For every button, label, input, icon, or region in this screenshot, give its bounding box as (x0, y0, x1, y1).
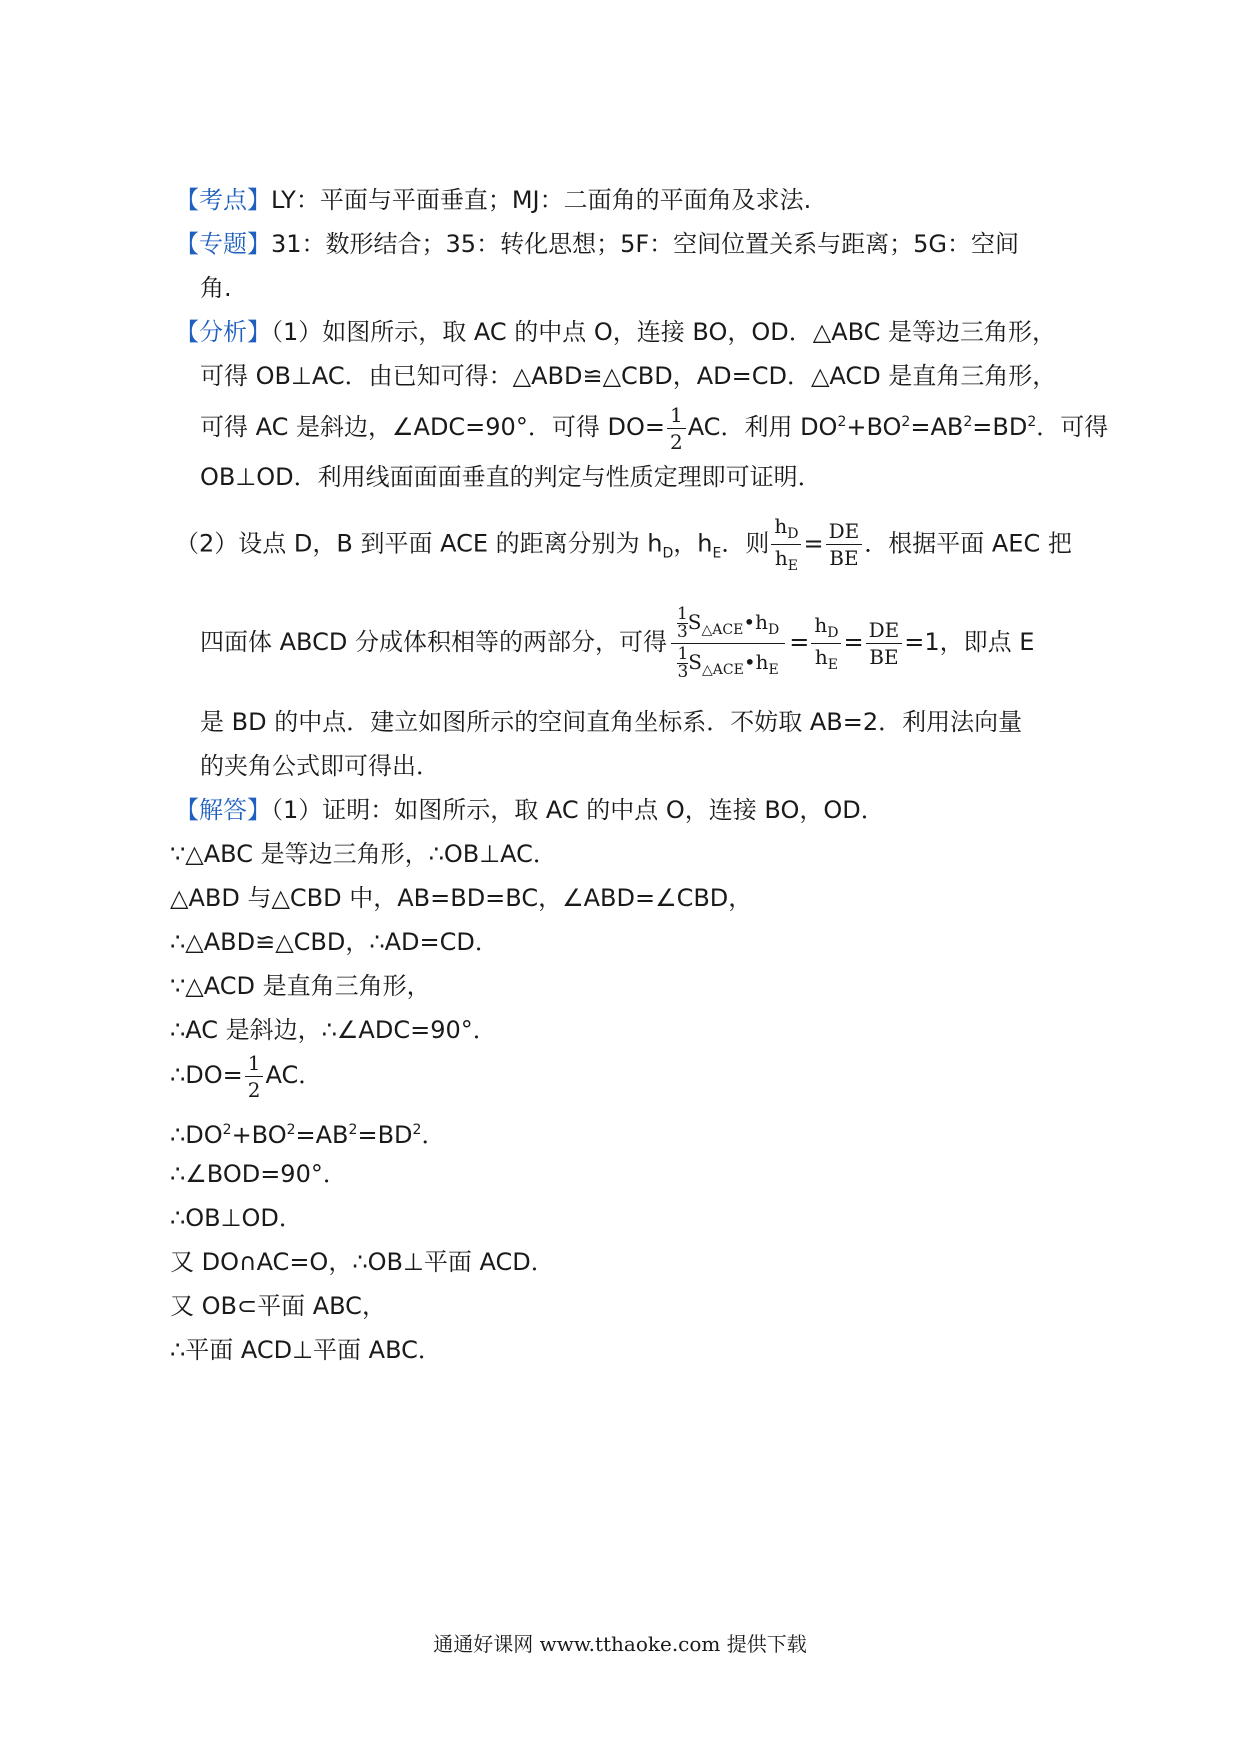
fraction-half (245, 1050, 264, 1102)
jieda-line-7 (170, 1052, 322, 1100)
jieda-l7-a: ∴DO= (170, 1061, 243, 1089)
fenxi-p2-a: （2）设点 D，B 到平面 ACE 的距离分别为 h (175, 529, 663, 558)
fraction-de-be (866, 617, 903, 669)
fraction-denominator: BE (869, 644, 899, 669)
subscript: E (712, 545, 722, 562)
jieda-line-10: ∴OB⊥OD． (170, 1204, 303, 1232)
zhuanti-tag: 【专题】 (175, 230, 271, 258)
fenxi-p2-d: ．根据平面 AEC 把 (864, 529, 1072, 558)
kaodian-text: LY：平面与平面垂直；MJ：二面角的平面角及求法. (271, 186, 812, 214)
fenxi-line-2: 可得 OB⊥AC．由已知可得：△ABD≌△CBD，AD=CD．△ACD 是直角三角形， (200, 362, 1057, 390)
fraction-denominator: 2 (669, 429, 683, 454)
volume-ratio-fraction (671, 604, 785, 683)
fenxi-p2-c: ．则 (721, 529, 770, 558)
fenxi-part2-line-4: 的夹角公式即可得出． (200, 752, 440, 780)
superscript: 2 (963, 414, 973, 430)
fraction-numerator: DE (826, 521, 863, 545)
zhuanti-line (175, 229, 1019, 259)
jieda-line-12: 又 OB⊂平面 ABC， (170, 1292, 386, 1320)
zhuanti-line-2: 角. (200, 274, 232, 302)
fenxi-part2-line-2 (200, 592, 1034, 692)
fraction-half (667, 402, 686, 454)
fenxi-p2-b: ，h (673, 529, 713, 558)
fenxi-part2-line-3: 是 BD 的中点．建立如图所示的空间直角坐标系．不妨取 AB=2．利用法向量 (200, 708, 1023, 736)
fraction-denominator: $h_E$ (814, 644, 838, 673)
page-footer: 通通好课网 www.tthaoke.com 提供下载 (433, 1632, 807, 1656)
jieda-tag: 【解答】 (175, 796, 271, 824)
jieda-line-4: ∴△ABD≌△CBD，∴AD=CD． (170, 928, 499, 956)
fraction-third: $\frac{1}{3}$ (676, 603, 688, 642)
fenxi-l3-b: AC．利用 DO (687, 413, 838, 441)
jieda-line-1 (175, 795, 885, 825)
fraction-numerator: $h_D$ (771, 516, 801, 545)
jieda-line-3: △ABD 与△CBD 中，AB=BD=BC，∠ABD=∠CBD， (170, 884, 753, 912)
jieda-line-6: ∴AC 是斜边，∴∠ADC=90°． (170, 1016, 497, 1044)
kaodian-tag: 【考点】 (175, 186, 271, 214)
volume-ratio-numerator: $\frac{1}{3}$ $S_{\triangle ACE}•h_D$ (671, 604, 785, 644)
jieda-line-9: ∴∠BOD=90°． (170, 1160, 347, 1188)
fenxi-p3-b: =1，即点 E (904, 628, 1035, 656)
fenxi-tag: 【分析】 (175, 318, 271, 346)
fenxi-l3-c: +BO (846, 413, 902, 441)
superscript: 2 (348, 1122, 358, 1138)
jieda-text-1: （1）证明：如图所示，取 AC 的中点 O，连接 BO，OD． (271, 796, 885, 824)
fenxi-p3-a: 四面体 ABCD 分成体积相等的两部分，可得 (200, 628, 667, 656)
fraction-numerator: $h_D$ (811, 615, 841, 644)
superscript: 2 (412, 1122, 422, 1138)
kaodian-line (175, 185, 811, 215)
superscript: 2 (901, 414, 911, 430)
superscript: 2 (286, 1122, 296, 1138)
jieda-line-2: ∵△ABC 是等边三角形，∴OB⊥AC． (170, 840, 557, 868)
fraction-third: $\frac{1}{3}$ (677, 643, 689, 682)
fenxi-line-4: OB⊥OD．利用线面面面垂直的判定与性质定理即可证明． (200, 463, 822, 491)
jieda-l7-b: AC． (265, 1061, 323, 1089)
equals-sign: = (803, 529, 824, 558)
fraction-denominator: 2 (247, 1077, 261, 1102)
equals-sign: = (843, 628, 864, 656)
fenxi-l3-a: 可得 AC 是斜边，∠ADC=90°．可得 DO= (200, 413, 665, 441)
fraction-numerator: 1 (245, 1053, 264, 1077)
jieda-line-13: ∴平面 ACD⊥平面 ABC． (170, 1336, 442, 1364)
fenxi-line-1 (175, 317, 1056, 347)
fraction-hd-he (771, 516, 801, 573)
fenxi-line-3 (200, 400, 1108, 452)
superscript: 2 (1027, 414, 1037, 430)
fenxi-l3-e: =BD (972, 413, 1028, 441)
superscript: 2 (837, 414, 847, 430)
superscript: 2 (222, 1122, 232, 1138)
fenxi-l3-f: ．可得 (1036, 413, 1109, 441)
jieda-line-11: 又 DO∩AC=O，∴OB⊥平面 ACD． (170, 1248, 555, 1276)
fraction-numerator: 1 (667, 405, 686, 429)
jieda-line-8: $\therefore DO^2+BO^2=AB^2=BD^2$． (170, 1121, 446, 1149)
jieda-line-5: ∵△ACD 是直角三角形， (170, 972, 431, 1000)
equals-sign: = (789, 628, 810, 656)
subscript: D (662, 545, 674, 562)
fraction-denominator: BE (829, 546, 859, 570)
fraction-numerator: DE (866, 620, 903, 644)
fenxi-text-1: （1）如图所示，取 AC 的中点 O，连接 BO，OD．△ABC 是等边三角形， (271, 318, 1057, 346)
fenxi-l3-d: =AB (910, 413, 964, 441)
fraction-denominator: $h_E$ (774, 546, 798, 574)
volume-ratio-denominator: $\frac{1}{3}$ $S_{\triangle ACE}•h_E$ (677, 643, 779, 682)
fraction-hd-he (811, 612, 841, 673)
zhuanti-text: 31：数形结合；35：转化思想；5F：空间位置关系与距离；5G：空间 (271, 230, 1020, 258)
fenxi-part2-line-1 (175, 516, 1072, 578)
fraction-de-be (826, 521, 863, 568)
